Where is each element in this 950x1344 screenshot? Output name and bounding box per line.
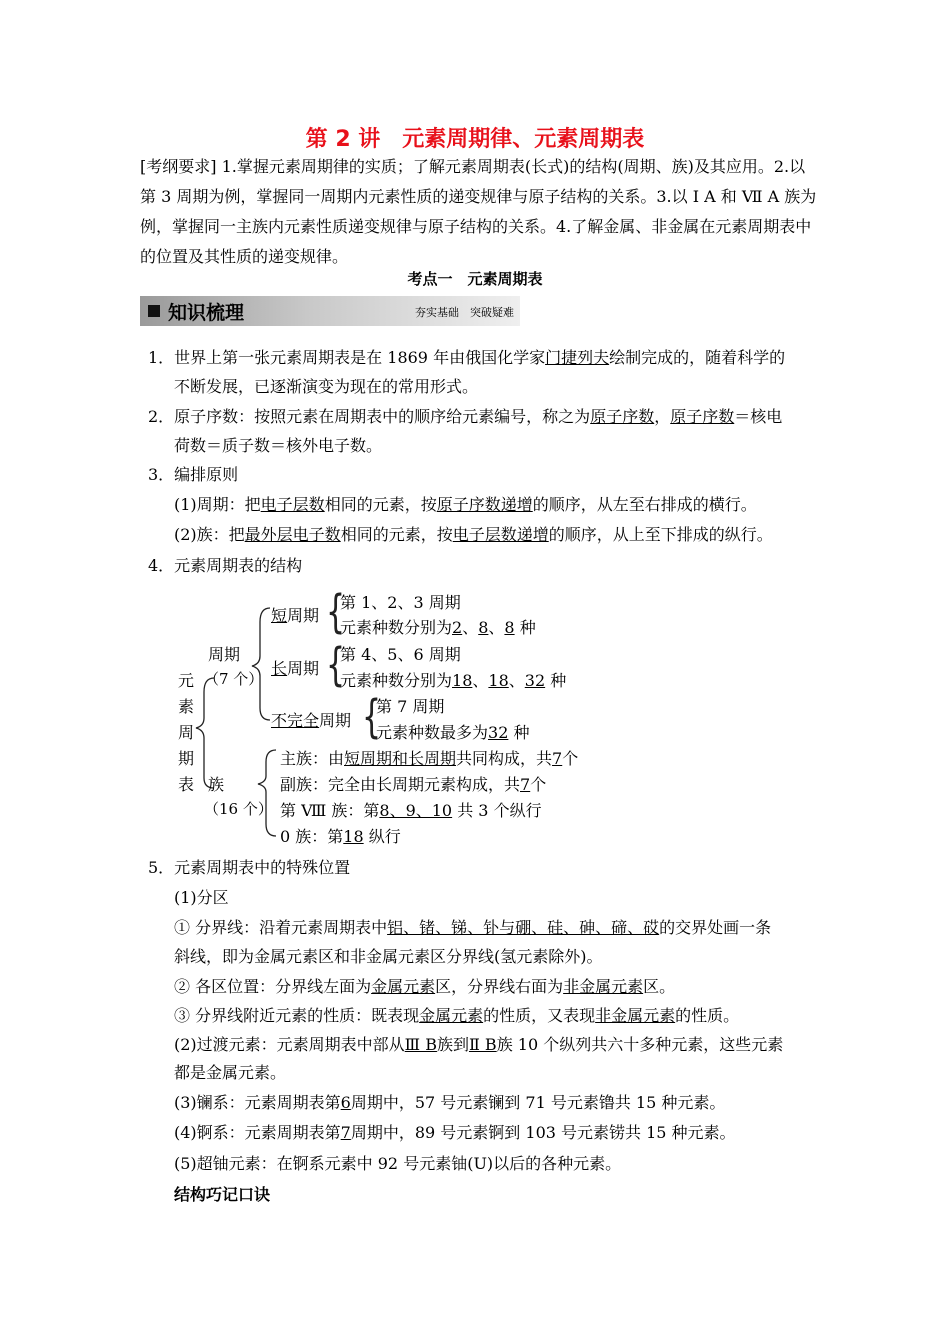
tree-short-period: 短周期 bbox=[271, 606, 320, 625]
group-zero: 0 族：第18 纵行 bbox=[280, 827, 401, 846]
item-5-4: (4)锕系：元素周期表第7周期中，89 号元素锕到 103 号元素铹共 15 种元素。 bbox=[174, 1123, 736, 1142]
short-line-1: 第 1、2、3 周期 bbox=[340, 593, 461, 612]
item-5-2-cont: 都是金属元素。 bbox=[174, 1063, 287, 1082]
banner-subtitle: 夯实基础 突破疑难 bbox=[415, 306, 514, 319]
item-5-1-c2: ② 各区位置：分界线左面为金属元素区，分界线右面为非金属元素区。 bbox=[174, 977, 676, 996]
tree-group-count: （16 个） bbox=[204, 800, 273, 818]
tree-period-count: （7 个） bbox=[204, 670, 264, 688]
tree-root: 元 素 周 期 表 bbox=[178, 671, 195, 794]
square-bullet-icon bbox=[148, 305, 160, 317]
group-main: 主族：由短周期和长周期共同构成，共7个 bbox=[280, 749, 579, 768]
banner-title: 知识梳理 bbox=[168, 302, 245, 324]
requirements-text: 1.掌握元素周期律的实质；了解元素周期表(长式)的结构(周期、族)及其应用。2.以第 3 周期为例，掌握同一周期内元素性质的递变规律与原子结构的关系。3.以 Ⅰ A 和 Ⅶ A 族为例，掌握同一主族内元素性质递变规律与原子结构的关系。4.了解金属、非金属在元素周期表中的位置及其性质的递变规律。 bbox=[140, 157, 817, 266]
page-title: 第 2 讲 元素周期律、元素周期表 bbox=[305, 127, 645, 152]
requirements-tag: [考纲要求] bbox=[140, 157, 217, 176]
group-sub: 副族：完全由长周期元素构成，共7个 bbox=[280, 775, 547, 794]
long-line-2: 元素种数分别为18、18、32 种 bbox=[340, 671, 567, 690]
incomplete-brace-icon: { bbox=[362, 691, 382, 744]
item-5-1-c1: ① 分界线：沿着元素周期表中铝、锗、锑、钋与硼、硅、砷、碲、砹的交界处画一条 bbox=[174, 918, 772, 937]
tree-long-period: 长周期 bbox=[271, 659, 320, 678]
item-4-heading: 4．元素周期表的结构 bbox=[148, 556, 303, 575]
tree-group: 族 bbox=[208, 775, 225, 794]
short-brace-icon: { bbox=[326, 586, 346, 639]
item-1-line-2: 不断发展，已逐渐演变为现在的常用形式。 bbox=[174, 377, 479, 396]
item-5-5: (5)超铀元素：在锕系元素中 92 号元素铀(U)以后的各种元素。 bbox=[174, 1154, 622, 1173]
exam-requirements bbox=[140, 152, 820, 272]
long-line-1: 第 4、5、6 周期 bbox=[340, 645, 461, 664]
item-3-period: (1)周期：把电子层数相同的元素，按原子序数递增的顺序，从左至右排成的横行。 bbox=[174, 495, 757, 514]
mnemonic-heading: 结构巧记口诀 bbox=[174, 1185, 271, 1204]
incomplete-line-1: 第 7 周期 bbox=[376, 697, 445, 716]
item-5-2: (2)过渡元素：元素周期表中部从Ⅲ B族到Ⅱ B族 10 个纵列共六十多种元素，这些元素 bbox=[174, 1035, 784, 1054]
item-5-1-c1-cont: 斜线，即为金属元素区和非金属元素区分界线(氢元素除外)。 bbox=[174, 947, 603, 966]
item-5-1-c3: ③ 分界线附近元素的性质：既表现金属元素的性质，又表现非金属元素的性质。 bbox=[174, 1006, 740, 1025]
item-1-line-1: 1．世界上第一张元素周期表是在 1869 年由俄国化学家门捷列夫绘制完成的，随着科学的 bbox=[148, 348, 786, 367]
item-3-heading: 3．编排原则 bbox=[148, 465, 239, 484]
group-viii: 第 Ⅷ 族：第8、9、10 共 3 个纵行 bbox=[280, 801, 542, 820]
tree-incomplete-period: 不完全周期 bbox=[271, 711, 352, 730]
section-title: 考点一 元素周期表 bbox=[407, 270, 543, 288]
item-2-line-2: 荷数＝质子数＝核外电子数。 bbox=[174, 436, 383, 455]
item-5-heading: 5．元素周期表中的特殊位置 bbox=[148, 858, 351, 877]
item-5-1: (1)分区 bbox=[174, 888, 229, 907]
knowledge-banner bbox=[140, 296, 520, 326]
tree-period: 周期 bbox=[208, 645, 241, 664]
item-5-3: (3)镧系：元素周期表第6周期中，57 号元素镧到 71 号元素镥共 15 种元素。 bbox=[174, 1093, 726, 1112]
item-3-group: (2)族：把最外层电子数相同的元素，按电子层数递增的顺序，从上至下排成的纵行。 bbox=[174, 525, 773, 544]
item-2-line-1: 2．原子序数：按照元素在周期表中的顺序给元素编号，称之为原子序数，原子序数＝核电 bbox=[148, 407, 783, 426]
short-line-2: 元素种数分别为2、8、8 种 bbox=[340, 618, 536, 637]
incomplete-line-2: 元素种数最多为32 种 bbox=[376, 723, 530, 742]
long-brace-icon: { bbox=[326, 639, 346, 692]
